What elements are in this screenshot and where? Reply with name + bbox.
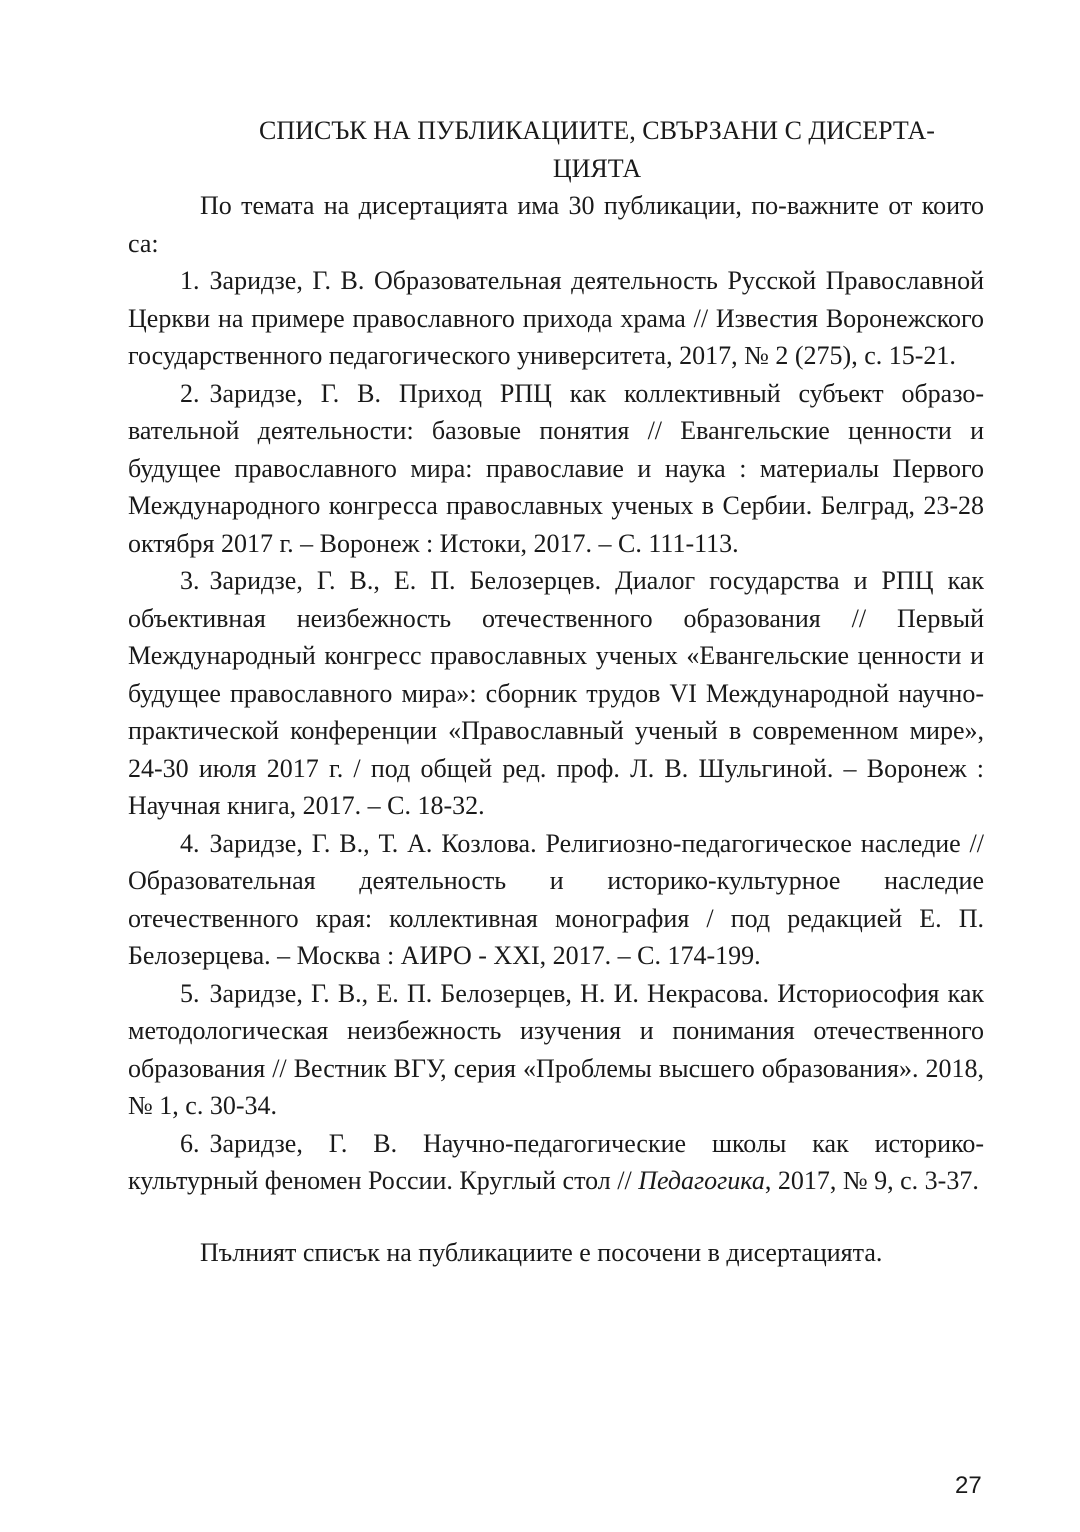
publication-text: Заридзе, Г. В. Образовательная деятельность Русской Православной Церкви на примере православного прихода храма // Известия Воронежского государственного педагогического университета, 2017, № 2 (275), с. 15-21.: [128, 266, 984, 370]
publication-number: 3.: [180, 566, 200, 595]
publication-number: 6.: [180, 1128, 200, 1158]
publication-text: Заридзе, Г. В., Е. П. Белозерцев. Диалог государства и РПЦ как объективная неизбежность отечественного образования // Первый Международный конгресс православных ученых «Евангельские ценности и будущее православного мира»: сборник трудов VI Международной научно-практической конференции «Православный ученый в современном мире», 24-30 июля 2017 г. / под общей ред. проф. Л. В. Шульгиной. – Воронеж : Научная книга, 2017. – С. 18-32.: [128, 566, 984, 820]
journal-title: Педагогика: [638, 1166, 765, 1195]
publication-item-6: [128, 1125, 984, 1200]
publication-item-2: [128, 375, 984, 563]
publication-text: Заридзе, Г. В. Научно-педагогические школы как историко-культурный феномен России. Круглый стол //: [128, 1128, 984, 1195]
publication-number: 4.: [180, 828, 200, 858]
page-title: [128, 112, 984, 187]
publication-text: Заридзе, Г. В., Т. А. Козлова. Религиозно-педагогическое наследие // Образовательная деятельность и историко-культурное наследие отечественного края: коллективная монография / под редакцией Е. П. Белозерцева. – Москва : АИРО - XXI, 2017. – С. 174-199.: [128, 828, 984, 970]
publication-item-3: [128, 562, 984, 825]
publication-list: [128, 262, 984, 1200]
intro-paragraph: По темата на дисертацията има 30 публикации, по-важните от които са:: [128, 191, 984, 258]
document-page: [128, 112, 984, 1271]
publication-text: Заридзе, Г. В. Приход РПЦ как коллективный субъект образовательной деятельности: базовые понятия // Евангельские ценности и будущее православного мира: православие и наука : материалы Первого Международного конгресса православных ученых в Сербии. Белград, 23-28 октября 2017 г. – Воронеж : Истоки, 2017. – С. 111-113.: [128, 378, 984, 558]
closing-paragraph: Пълният списък на публикациите е посочени в дисертацията.: [200, 1237, 883, 1267]
publication-text: Заридзе, Г. В., Е. П. Белозерцев, Н. И. Некрасова. Историософия как методологическая неизбежность изучения и понимания отечественного образования // Вестник ВГУ, серия «Проблемы высшего образования». 2018, № 1, с. 30-34.: [128, 978, 984, 1120]
publication-number: 5.: [180, 978, 200, 1008]
publication-item-4: [128, 825, 984, 975]
title-line-2: ЦИЯТА: [552, 153, 642, 183]
title-line-1: СПИСЪК НА ПУБЛИКАЦИИТЕ, СВЪРЗАНИ С ДИСЕРТА-: [259, 116, 935, 145]
page-number: 27: [955, 1472, 982, 1499]
publication-item-5: [128, 975, 984, 1125]
publication-number: 1.: [180, 266, 200, 295]
publication-number: 2.: [180, 378, 200, 408]
publication-item-1: [128, 262, 984, 375]
publication-text-end: , 2017, № 9, с. 3-37.: [764, 1166, 979, 1195]
